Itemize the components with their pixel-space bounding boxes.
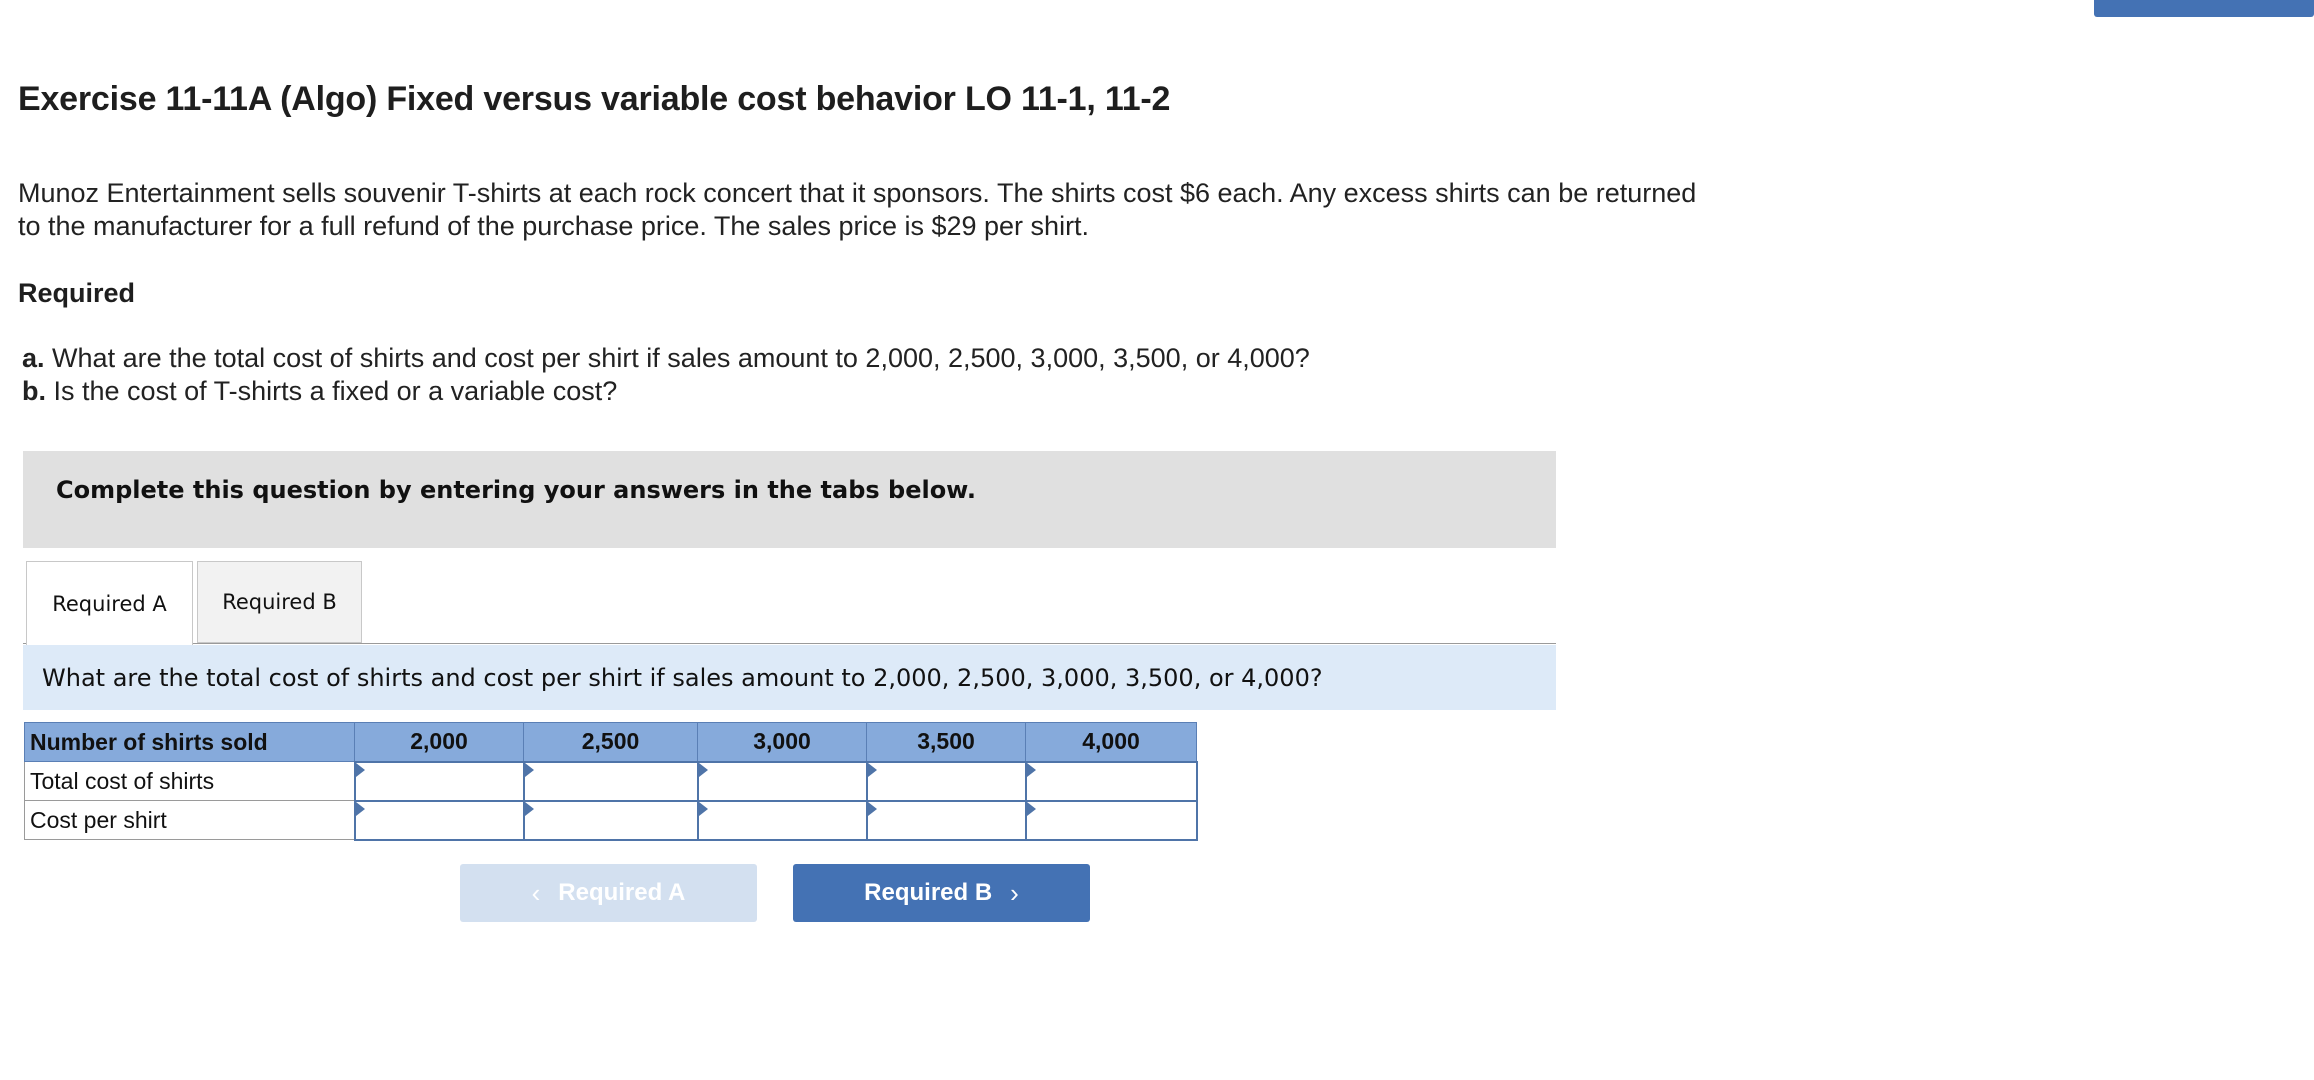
requirements-list (22, 342, 1310, 408)
instruction-box (23, 451, 1556, 548)
cost-per-shirt-input-cell[interactable] (524, 801, 698, 840)
instruction-text: Complete this question by entering your answers in the tabs below. (56, 476, 976, 504)
requirement-text: What are the total cost of shirts and cost per shirt if sales amount to 2,000, 2,500, 3,000, 3,500, or 4,000? (52, 343, 1310, 373)
cell-marker-icon (868, 763, 877, 777)
column-header: 4,000 (1026, 723, 1197, 762)
column-header: 3,000 (698, 723, 867, 762)
cost-per-shirt-input-cell[interactable] (1026, 801, 1197, 840)
cell-marker-icon (1027, 802, 1036, 816)
tab-required-b[interactable]: Required B (197, 561, 362, 643)
answer-table (24, 722, 1198, 841)
column-header: 2,000 (355, 723, 524, 762)
cost-per-shirt-input-cell[interactable] (867, 801, 1026, 840)
cell-marker-icon (356, 802, 365, 816)
cost-per-shirt-input-4000[interactable] (1027, 802, 1196, 839)
column-header: 2,500 (524, 723, 698, 762)
total-cost-input-cell[interactable] (867, 762, 1026, 801)
table-row-total-cost (25, 762, 1197, 801)
row-label-total-cost: Total cost of shirts (25, 762, 355, 801)
total-cost-input-3000[interactable] (699, 763, 866, 800)
cell-marker-icon (868, 802, 877, 816)
top-corner-button[interactable] (2094, 0, 2314, 17)
total-cost-input-3500[interactable] (868, 763, 1025, 800)
cost-per-shirt-input-3500[interactable] (868, 802, 1025, 839)
cell-marker-icon (1027, 763, 1036, 777)
total-cost-input-4000[interactable] (1027, 763, 1196, 800)
tab-required-a[interactable]: Required A (26, 561, 193, 645)
total-cost-input-2000[interactable] (356, 763, 523, 800)
cost-per-shirt-input-2500[interactable] (525, 802, 697, 839)
cell-marker-icon (525, 763, 534, 777)
total-cost-input-cell[interactable] (698, 762, 867, 801)
cell-marker-icon (699, 763, 708, 777)
question-band (23, 645, 1556, 710)
cost-per-shirt-input-2000[interactable] (356, 802, 523, 839)
cost-per-shirt-input-cell[interactable] (355, 801, 524, 840)
column-header: 3,500 (867, 723, 1026, 762)
column-header-shirts-sold: Number of shirts sold (25, 723, 355, 762)
cell-marker-icon (525, 802, 534, 816)
requirement-text: Is the cost of T-shirts a fixed or a variable cost? (53, 376, 618, 406)
required-heading: Required (18, 278, 136, 308)
total-cost-input-2500[interactable] (525, 763, 697, 800)
cell-marker-icon (699, 802, 708, 816)
requirement-letter: b. (22, 376, 46, 406)
prev-button-label: Required A (558, 879, 686, 906)
prev-required-a-button (460, 864, 757, 922)
requirement-letter: a. (22, 343, 45, 373)
page-title: Exercise 11-11A (Algo) Fixed versus variable cost behavior LO 11-1, 11-2 (18, 80, 1171, 118)
requirement-item (22, 342, 1310, 375)
next-button-label: Required B (864, 879, 993, 906)
requirement-item (22, 375, 1310, 408)
total-cost-input-cell[interactable] (1026, 762, 1197, 801)
cell-marker-icon (356, 763, 365, 777)
chevron-right-icon: › (1010, 877, 1019, 908)
table-header-row (25, 723, 1197, 762)
total-cost-input-cell[interactable] (524, 762, 698, 801)
table-row-cost-per-shirt (25, 801, 1197, 840)
tab-divider (23, 643, 1556, 644)
problem-description: Munoz Entertainment sells souvenir T-shirts at each rock concert that it sponsors. The shirts cost $6 each. Any excess shirts can be returned to the manufacturer for a full refund of the purchase price. The sales price is $29 per shirt. (18, 178, 1697, 241)
next-required-b-button[interactable] (793, 864, 1090, 922)
chevron-left-icon: ‹ (531, 877, 541, 908)
question-text: What are the total cost of shirts and cost per shirt if sales amount to 2,000, 2,500, 3,000, 3,500, or 4,000? (42, 664, 1323, 692)
total-cost-input-cell[interactable] (355, 762, 524, 801)
cost-per-shirt-input-cell[interactable] (698, 801, 867, 840)
cost-per-shirt-input-3000[interactable] (699, 802, 866, 839)
row-label-cost-per-shirt: Cost per shirt (25, 801, 355, 840)
